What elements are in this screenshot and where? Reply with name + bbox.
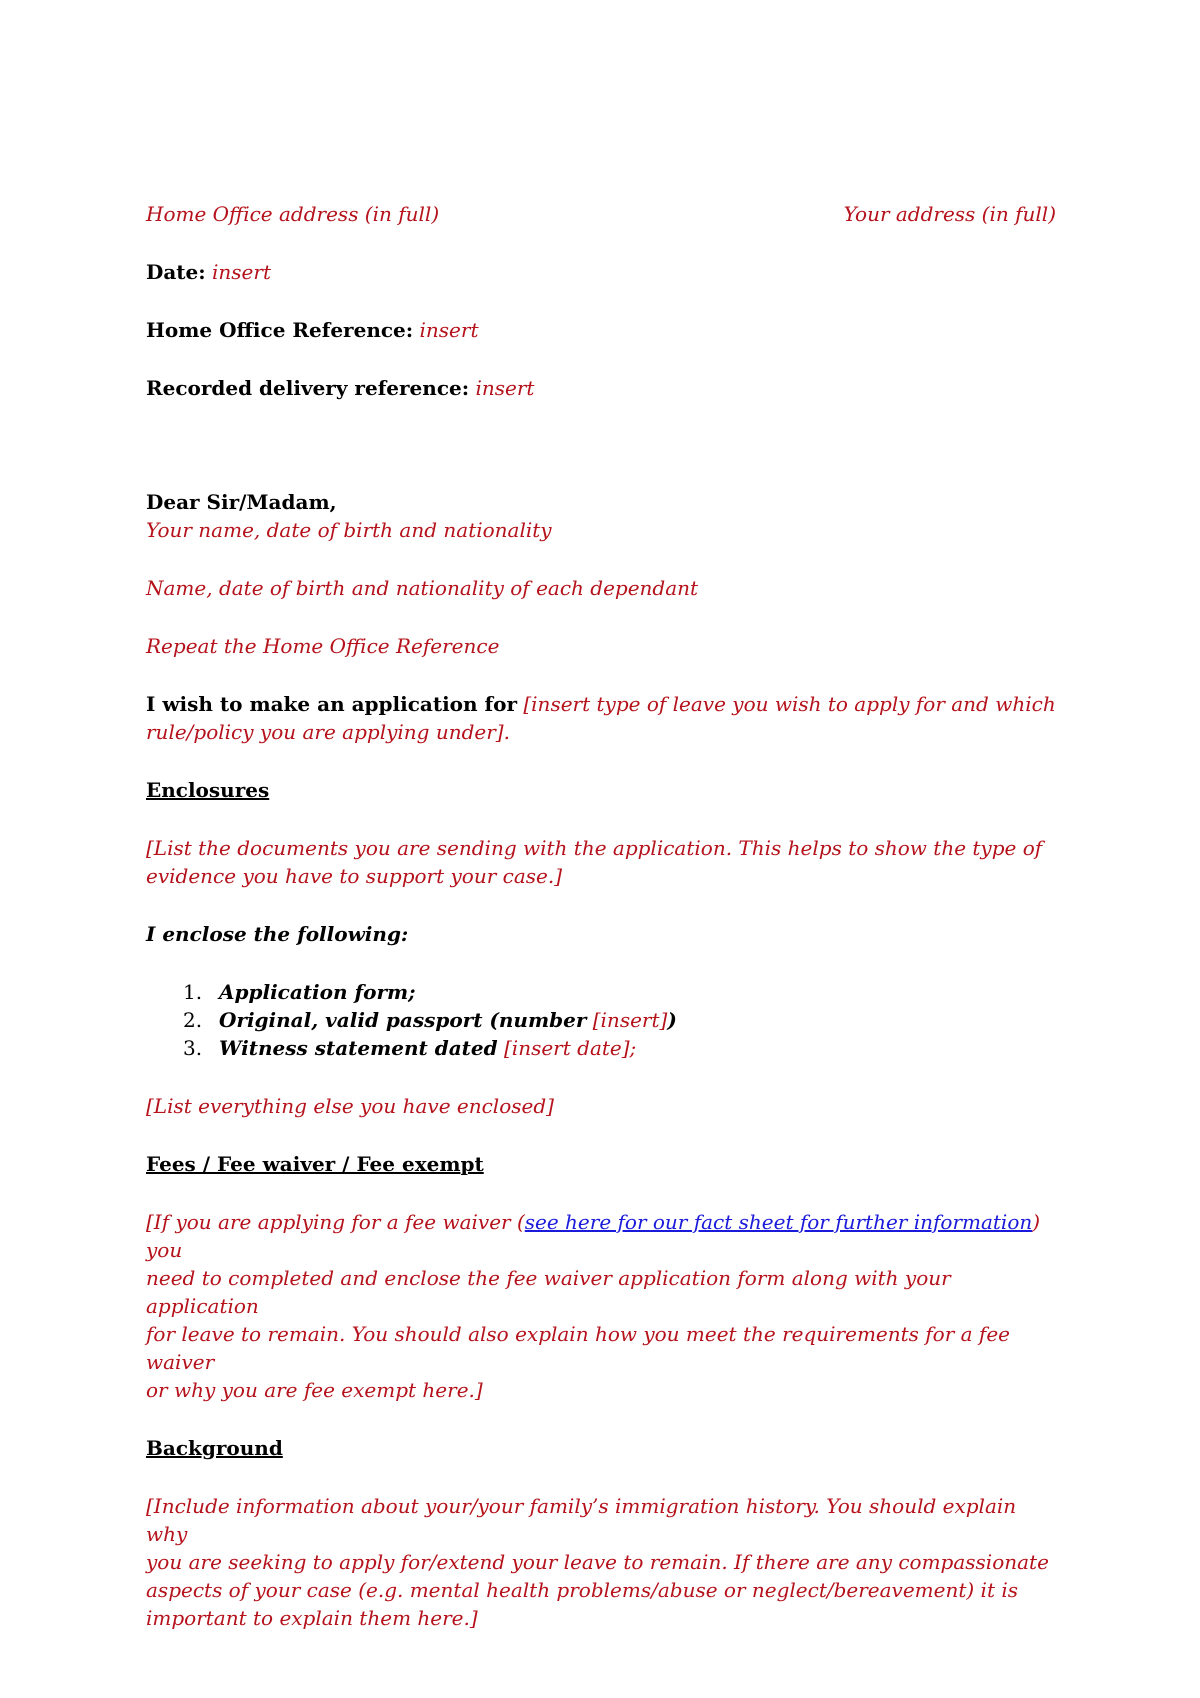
fees-line-3: for leave to remain. You should also explain how you meet the requirements for a fee waiver: [146, 1322, 1010, 1374]
home-office-reference-line: [146, 316, 1056, 344]
background-line-4: important to explain them here.]: [146, 1606, 478, 1630]
fact-sheet-link[interactable]: see here for our fact sheet for further information: [524, 1210, 1033, 1234]
list-item-number: 3.: [183, 1036, 203, 1060]
enclosures-note: [146, 834, 1056, 890]
enclosures-heading: Enclosures: [146, 778, 270, 802]
list-item: [146, 978, 1056, 1006]
application-placeholder-2: rule/policy you are applying under].: [146, 720, 510, 744]
list-item-text: Application form;: [219, 980, 416, 1004]
background-line-1: [Include information about your/your family’s immigration history. You should explain why: [146, 1494, 1017, 1546]
list-item-close: ): [667, 1008, 677, 1032]
fees-line-1-post: ) you: [146, 1210, 1041, 1262]
home-office-address: Home Office address (in full): [146, 202, 440, 226]
application-lead: I wish to make an application for: [146, 692, 517, 716]
background-paragraph: [146, 1492, 1056, 1632]
recorded-delivery-value: insert: [475, 376, 535, 400]
application-paragraph: [146, 690, 1056, 746]
background-line-3: aspects of your case (e.g. mental health problems/abuse or neglect/bereavement) it is: [146, 1578, 1019, 1602]
enclose-label: I enclose the following:: [146, 922, 409, 946]
intro-line-dependants: Name, date of birth and nationality of each dependant: [146, 576, 699, 600]
list-item-number: 1.: [183, 980, 203, 1004]
list-item-placeholder: [insert date];: [504, 1036, 637, 1060]
intro-line-name: Your name, date of birth and nationality: [146, 518, 552, 542]
background-line-2: you are seeking to apply for/extend your leave to remain. If there are any compassionate: [146, 1550, 1049, 1574]
list-item: [146, 1006, 1056, 1034]
fees-line-4: or why you are fee exempt here.]: [146, 1378, 483, 1402]
intro-line-reference: Repeat the Home Office Reference: [146, 634, 500, 658]
list-item-text: Witness statement dated: [219, 1036, 498, 1060]
fees-line-1-pre: [If you are applying for a fee waiver (: [146, 1210, 525, 1234]
application-placeholder-1: [insert type of leave you wish to apply for and which: [523, 692, 1056, 716]
list-item: [146, 1034, 1056, 1062]
fees-line-2: need to completed and enclose the fee waiver application form along with your application: [146, 1266, 951, 1318]
enclosures-else-note: [List everything else you have enclosed]: [146, 1094, 554, 1118]
fees-heading: Fees / Fee waiver / Fee exempt: [146, 1152, 484, 1176]
list-item-placeholder: [insert]: [592, 1008, 668, 1032]
list-item-number: 2.: [183, 1008, 203, 1032]
date-label: Date:: [146, 260, 206, 284]
home-office-reference-value: insert: [419, 318, 479, 342]
list-item-text: Original, valid passport (number: [219, 1008, 587, 1032]
spacer: [146, 402, 1056, 488]
address-row: [146, 200, 1056, 228]
fees-paragraph: [146, 1208, 1056, 1404]
salutation: Dear Sir/Madam,: [146, 490, 337, 514]
your-address: Your address (in full): [843, 202, 1056, 226]
letter-body: [146, 200, 1056, 1662]
recorded-delivery-label: Recorded delivery reference:: [146, 376, 470, 400]
date-value: insert: [212, 260, 271, 284]
home-office-reference-label: Home Office Reference:: [146, 318, 414, 342]
enclosures-note-line-2: evidence you have to support your case.]: [146, 864, 563, 888]
enclosures-note-line-1: [List the documents you are sending with the application. This helps to show the type of: [146, 836, 1043, 860]
enclosures-list: [146, 978, 1056, 1062]
background-heading: Background: [146, 1436, 283, 1460]
recorded-delivery-line: [146, 374, 1056, 402]
date-line: [146, 258, 1056, 286]
